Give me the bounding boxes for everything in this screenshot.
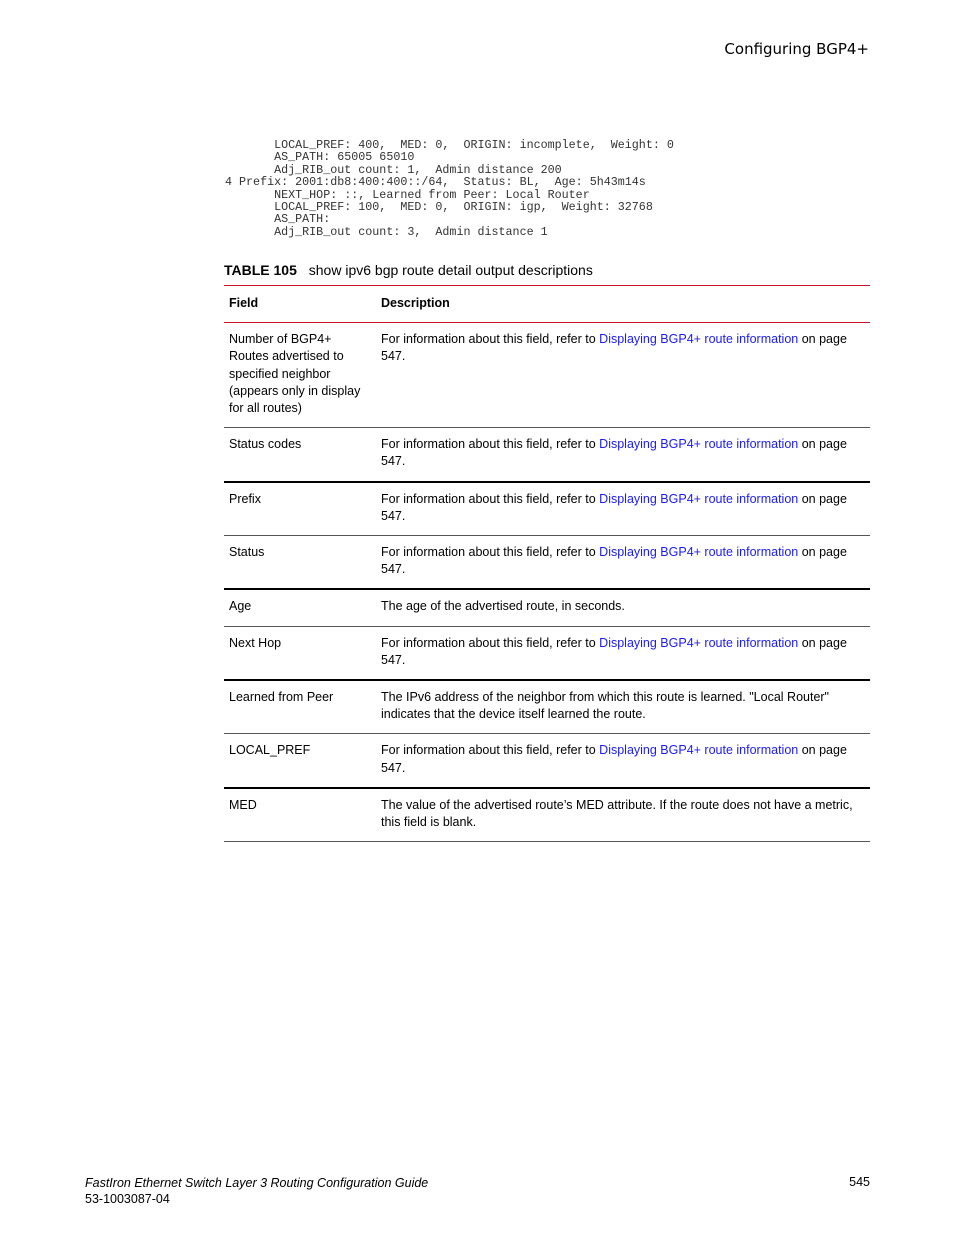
field-cell: LOCAL_PREF xyxy=(229,743,311,758)
table-row xyxy=(224,626,870,680)
field-cell: Age xyxy=(229,599,252,614)
description-text: For information about this field, refer to xyxy=(381,743,600,758)
description-text: For information about this field, refer to xyxy=(381,545,600,560)
footer-doc-number: 53-1003087-04 xyxy=(85,1192,170,1206)
footer-page-number: 545 xyxy=(849,1175,870,1189)
field-cell: Status xyxy=(229,545,265,560)
description-text: on page 547. xyxy=(381,437,847,469)
footer-title: FastIron Ethernet Switch Layer 3 Routing Configuration Guide xyxy=(85,1176,429,1190)
field-cell: Next Hop xyxy=(229,635,282,650)
header-description: Description xyxy=(376,286,870,323)
table-row xyxy=(224,589,870,626)
description-text: on page 547. xyxy=(381,332,847,364)
description-text: For information about this field, refer to xyxy=(381,437,600,452)
header-field: Field xyxy=(224,286,376,323)
cross-reference-link[interactable]: Displaying BGP4+ route information xyxy=(599,491,799,506)
field-cell: Prefix xyxy=(229,491,261,506)
description-cell: The value of the advertised route’s MED attribute. If the route does not have a metric, this field is blank. xyxy=(381,797,853,830)
description-cell: The age of the advertised route, in seconds. xyxy=(381,599,625,614)
table-row xyxy=(224,680,870,734)
description-text: For information about this field, refer to xyxy=(381,332,600,347)
output-descriptions-table xyxy=(224,285,870,842)
table-caption-title: show ipv6 bgp route detail output descriptions xyxy=(308,262,593,278)
table-body xyxy=(224,323,870,842)
description-text: on page 547. xyxy=(381,545,847,577)
cli-output-code-block: LOCAL_PREF: 400, MED: 0, ORIGIN: incomplete, Weight: 0 AS_PATH: 65005 65010 Adj_RIB_out count: 1, Admin distance 200 4 Prefix: 2001:db8:400:400::/64, Status: BL, Age: 5h43m14s NEXT_HOP: ::, Learned from Peer: Local Router LOCAL_PREF: 100, MED: 0, ORIGIN: igp, Weight: 32768 AS_PATH: Adj_RIB_out count: 3, Admin distance 1 xyxy=(225,138,674,239)
description-text: For information about this field, refer to xyxy=(381,491,600,506)
table-row xyxy=(224,323,870,428)
field-cell: MED xyxy=(229,797,257,812)
description-text: For information about this field, refer to xyxy=(381,635,600,650)
running-header: Configuring BGP4+ xyxy=(724,40,869,58)
table-caption-number: TABLE 105 xyxy=(224,262,297,278)
field-cell: Learned from Peer xyxy=(229,690,334,705)
description-cell xyxy=(376,428,870,482)
field-cell: Status codes xyxy=(229,437,302,452)
cross-reference-link[interactable]: Displaying BGP4+ route information xyxy=(599,545,799,560)
description-cell xyxy=(376,734,870,788)
description-cell xyxy=(376,536,870,590)
description-text: on page 547. xyxy=(381,635,847,667)
description-cell xyxy=(376,482,870,536)
table-row xyxy=(224,788,870,842)
field-cell: Number of BGP4+ Routes advertised to specified neighbor (appears only in display for all routes) xyxy=(229,332,361,416)
table-row xyxy=(224,734,870,788)
description-cell xyxy=(376,323,870,428)
description-text: on page 547. xyxy=(381,491,847,523)
table-row xyxy=(224,428,870,482)
description-text: on page 547. xyxy=(381,743,847,775)
cross-reference-link[interactable]: Displaying BGP4+ route information xyxy=(599,635,799,650)
description-cell: The IPv6 address of the neighbor from which this route is learned. "Local Router" indicates that the device itself learned the route. xyxy=(381,690,829,722)
cross-reference-link[interactable]: Displaying BGP4+ route information xyxy=(599,332,799,347)
cross-reference-link[interactable]: Displaying BGP4+ route information xyxy=(599,743,799,758)
table-caption xyxy=(224,262,593,278)
table-header-row xyxy=(224,286,870,323)
description-cell xyxy=(376,626,870,680)
table-row xyxy=(224,482,870,536)
table-row xyxy=(224,536,870,590)
cross-reference-link[interactable]: Displaying BGP4+ route information xyxy=(599,437,799,452)
footer-doc-info xyxy=(85,1175,428,1207)
